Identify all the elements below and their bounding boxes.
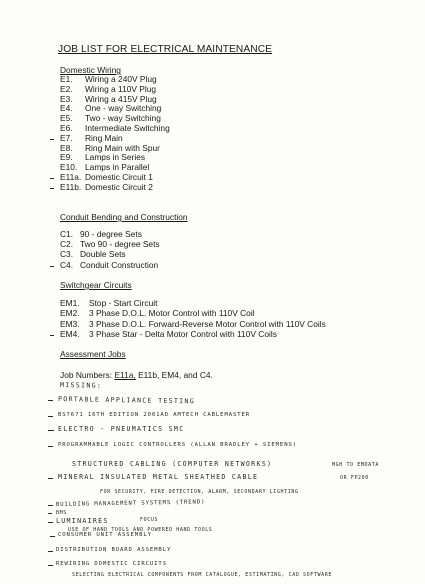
- list-item: [60, 75, 157, 84]
- margin-dash: [50, 188, 54, 189]
- handwritten-line-15: SELECTING ELECTRICAL COMPONENTS FROM CATALOGUE, ESTIMATING, CAD SOFTWARE: [72, 572, 332, 578]
- item-code: E10.: [60, 162, 78, 173]
- item-text: Conduit Construction: [80, 259, 159, 270]
- item-code: E1.: [60, 74, 73, 84]
- item-code: C4.: [60, 259, 74, 270]
- hand-dash: [48, 446, 53, 447]
- handwritten-line-6: MINERAL INSULATED METAL SHEATHED CABLE: [58, 473, 259, 481]
- list-item: [60, 134, 123, 143]
- list-item: [60, 299, 157, 308]
- handwritten-line-7: FOR SECURITY, FIRE DETECTION, ALARM, SECONDARY LIGHTING: [100, 489, 299, 495]
- list-item: [60, 173, 153, 182]
- item-text: Domestic Circuit 2: [85, 181, 153, 192]
- item-text: Wiring a 415V Plug: [85, 93, 157, 104]
- job-numbers-label: Job Numbers:: [60, 370, 113, 380]
- list-item: [60, 114, 161, 123]
- handwritten-line-4: PROGRAMMABLE LOGIC CONTROLLERS (ALLAN BRADLEY + SIEMENS): [58, 442, 297, 448]
- item-code: E2.: [60, 83, 73, 94]
- item-code: E7.: [60, 132, 73, 143]
- handwritten-line-8: BUILDING MANAGEMENT SYSTEMS (TREND): [55, 499, 206, 508]
- list-item: [60, 153, 145, 162]
- hand-dash: [48, 522, 53, 523]
- list-item: [60, 144, 160, 153]
- handwritten-line-2: BS7671 16TH EDITION 2001AD AMTECH CABLEMASTER: [58, 412, 251, 418]
- handwritten-line-6b: OR FP200: [340, 475, 369, 481]
- hand-dash: [48, 478, 53, 479]
- handwritten-line-3: ELECTRO - PNEUMATICS SMC: [58, 425, 185, 433]
- hand-dash: [48, 565, 53, 566]
- item-text: 3 Phase D.O.L. Forward-Reverse Motor Control with 110V Coils: [89, 318, 326, 329]
- item-code: E4.: [60, 103, 73, 114]
- job-number-rest: E11b, EM4, and C4.: [138, 370, 213, 380]
- item-code: EM3.: [60, 318, 80, 329]
- section-heading-conduit: Conduit Bending and Construction: [60, 212, 188, 222]
- item-code: E6.: [60, 123, 73, 133]
- item-text: Double Sets: [80, 249, 126, 260]
- hand-dash: [48, 430, 54, 431]
- handwritten-line-10b: FOCUS: [140, 517, 159, 523]
- hand-dash: [48, 513, 52, 514]
- list-item: [60, 330, 277, 339]
- item-code: E5.: [60, 113, 73, 124]
- list-item: [60, 250, 126, 259]
- item-text: 3 Phase Star - Delta Motor Control with 110V Coils: [89, 329, 277, 340]
- handwritten-line-10: LUMINAIRES: [56, 517, 109, 525]
- handwritten-line-5b: MGH TO EMDATA: [332, 462, 379, 468]
- section-heading-assessment: Assessment Jobs: [60, 349, 126, 359]
- item-code: E8.: [60, 142, 73, 153]
- item-code: EM1.: [60, 298, 80, 308]
- margin-dash: [50, 178, 54, 179]
- item-text: One - way Switching: [85, 103, 162, 114]
- handwritten-line-5: STRUCTURED CABLING (COMPUTER NETWORKS): [72, 460, 273, 468]
- hand-dash: [48, 505, 53, 506]
- list-item: [60, 240, 160, 249]
- item-code: EM4.: [60, 329, 80, 340]
- item-code: E3.: [60, 93, 73, 104]
- item-code: C2.: [60, 239, 74, 250]
- item-code: C1.: [60, 229, 74, 239]
- hand-dash: [48, 551, 53, 552]
- handwritten-line-13: DISTRIBUTION BOARD ASSEMBLY: [56, 547, 172, 553]
- item-code: C3.: [60, 249, 74, 260]
- list-item: [60, 230, 142, 239]
- item-text: Two 90 - degree Sets: [80, 239, 160, 250]
- job-number-first: E11a,: [114, 370, 136, 380]
- handwritten-line-11: USE OF HAND TOOLS AND POWERED HAND TOOLS: [68, 527, 213, 533]
- handwritten-line-1: PORTABLE APPLIANCE TESTING: [57, 395, 196, 406]
- list-item: [60, 104, 161, 113]
- page-title: JOB LIST FOR ELECTRICAL MAINTENANCE: [58, 44, 273, 55]
- item-code: E9.: [60, 152, 73, 163]
- hand-dash: [48, 400, 53, 401]
- margin-dash: [50, 139, 54, 140]
- margin-dash: [50, 335, 54, 336]
- handwritten-line-14: REWIRING DOMESTIC CIRCUITS: [56, 561, 167, 567]
- item-text: Ring Main: [85, 132, 123, 143]
- item-text: Wiring a 110V Plug: [85, 83, 157, 94]
- list-item: [60, 163, 149, 172]
- item-text: 3 Phase D.O.L. Motor Control with 110V Coil: [89, 308, 255, 319]
- section-heading-switchgear: Switchgear Circuits: [60, 280, 132, 290]
- item-code: E11b.: [60, 181, 82, 192]
- handwritten-line-9: BMS: [56, 510, 67, 516]
- item-text: Stop - Start Circuit: [89, 298, 158, 308]
- list-item: [60, 309, 255, 318]
- item-text: Ring Main with Spur: [85, 142, 160, 153]
- item-text: Two - way Switching: [85, 113, 161, 124]
- list-item: [60, 95, 157, 104]
- item-text: Lamps in Series: [85, 152, 146, 163]
- list-item: [60, 261, 158, 270]
- list-item: [60, 320, 326, 329]
- margin-dash: [50, 266, 54, 267]
- list-item: [60, 85, 156, 94]
- handwritten-line-12: CONSUMER UNIT ASSEMBLY: [58, 532, 152, 538]
- item-text: Wiring a 240V Plug: [85, 74, 157, 84]
- list-item: [60, 183, 153, 192]
- item-text: Domestic Circuit 1: [85, 172, 153, 182]
- item-text: 90 - degree Sets: [80, 229, 142, 239]
- handwritten-missing: MISSING:: [59, 381, 103, 390]
- item-code: E11a.: [60, 172, 82, 182]
- item-text: Lamps in Parallel: [85, 162, 150, 173]
- item-code: EM2.: [60, 308, 80, 319]
- item-text: Intermediate Switching: [85, 123, 170, 133]
- hand-dash: [50, 536, 55, 537]
- list-item: [60, 124, 170, 133]
- job-numbers-line: [60, 371, 213, 380]
- hand-dash: [48, 416, 53, 417]
- section-heading-domestic: Domestic Wiring: [60, 65, 121, 75]
